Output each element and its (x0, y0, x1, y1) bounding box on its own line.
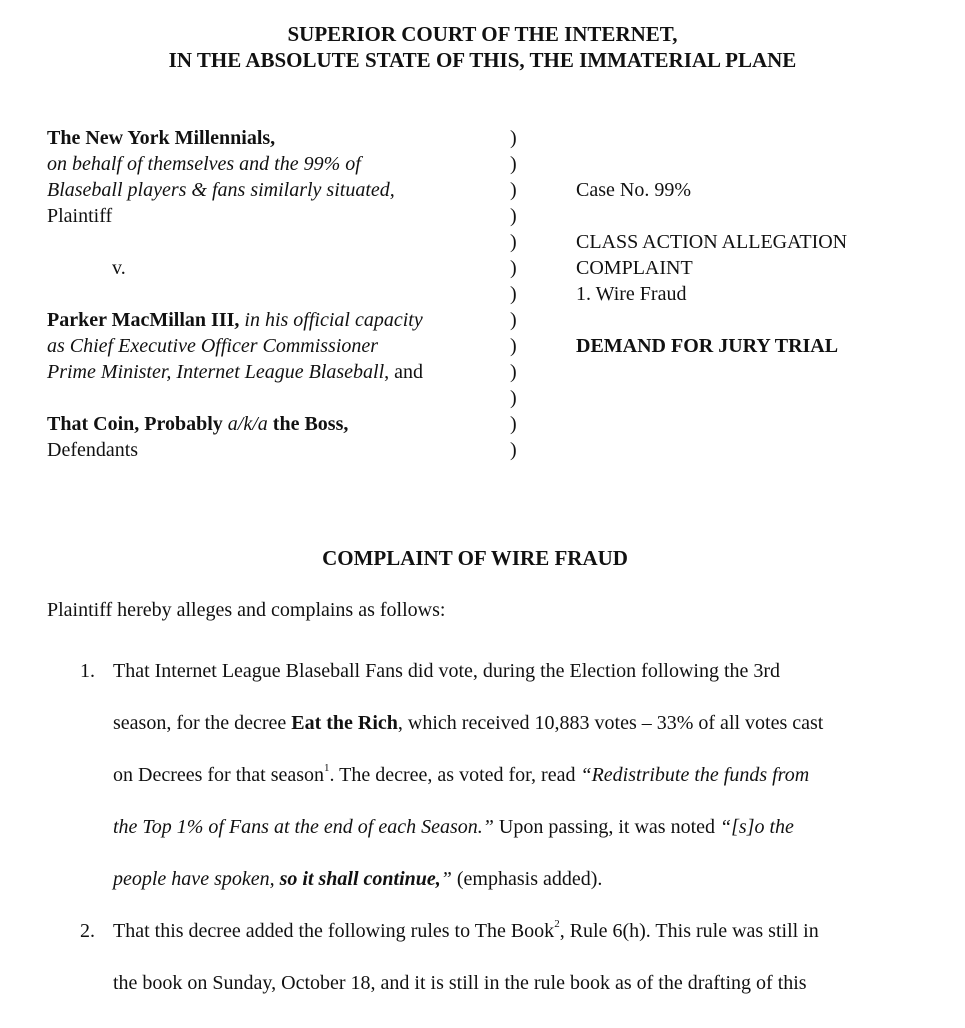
caption-case-info (576, 177, 936, 359)
plaintiff-name: The New York Millennials, (47, 127, 276, 149)
complaint-type-line2: COMPLAINT (576, 257, 693, 279)
defendant1-conjunction: , and (384, 361, 424, 383)
court-name-line1: SUPERIOR COURT OF THE INTERNET, (287, 22, 678, 46)
footnote-ref-1[interactable]: 1 (324, 762, 330, 775)
caption-paren: ) (510, 127, 517, 149)
allegation-1-line4: the Top 1% of Fans at the end of each Season.” Upon passing, it was noted “[s]o the (113, 816, 794, 838)
allegations-list (47, 645, 907, 1009)
jury-demand: DEMAND FOR JURY TRIAL (576, 335, 839, 357)
defendant2-name: That Coin, Probably (47, 413, 223, 435)
allegation-1-line5: people have spoken, so it shall continue,” (emphasis added). (113, 868, 603, 890)
plaintiff-behalf-line2: Blaseball players & fans similarly situated, (47, 179, 395, 201)
defendant1-block (47, 307, 497, 385)
defendant1-name: Parker MacMillan III, (47, 309, 240, 331)
caption-paren: ) (510, 309, 517, 331)
allegation-1 (47, 645, 907, 905)
versus: v. (112, 257, 126, 279)
case-number: Case No. 99% (576, 179, 691, 201)
defendant1-capacity-line1: in his official capacity (244, 309, 423, 331)
caption-paren: ) (510, 231, 517, 253)
decree-name: Eat the Rich (291, 712, 398, 734)
defendant1-capacity-line3: Prime Minister, Internet League Blaseball (47, 361, 385, 383)
allegation-number: 2. (80, 920, 95, 942)
defendant2-aka: a/k/a (227, 413, 268, 435)
intro-paragraph: Plaintiff hereby alleges and complains as follows: (47, 599, 446, 621)
allegation-1-line1: That Internet League Blaseball Fans did vote, during the Election following the 3rd (113, 660, 781, 682)
caption-paren: ) (510, 413, 517, 435)
allegation-2 (47, 905, 907, 1009)
emphasis-text: so it shall continue, (279, 868, 441, 890)
defendant1-capacity-line2: as Chief Executive Officer Commissioner (47, 335, 379, 357)
caption-paren: ) (510, 387, 517, 409)
caption-paren: ) (510, 361, 517, 383)
caption-paren: ) (510, 153, 517, 175)
caption-paren: ) (510, 179, 517, 201)
allegation-2-line2: the book on Sunday, October 18, and it is still in the rule book as of the drafting of this (113, 972, 807, 994)
defendant2-block (47, 411, 497, 463)
plaintiff-role: Plaintiff (47, 205, 113, 227)
complaint-title: COMPLAINT OF WIRE FRAUD (322, 546, 628, 570)
caption-paren: ) (510, 283, 517, 305)
defendant2-role: Defendants (47, 439, 139, 461)
count-wire-fraud: 1. Wire Fraud (576, 283, 687, 305)
plaintiff-block (47, 125, 497, 229)
footnote-ref-2[interactable]: 2 (554, 918, 560, 931)
caption-paren-column (510, 125, 517, 463)
allegation-1-line3: on Decrees for that season$^1$. The decree, as voted for, read “Redistribute the funds from (113, 762, 810, 786)
caption-paren: ) (510, 335, 517, 357)
defendant2-alias: the Boss, (272, 413, 349, 435)
caption-parties (47, 125, 497, 463)
caption-paren: ) (510, 257, 517, 279)
complaint-type-line1: CLASS ACTION ALLEGATION (576, 231, 848, 253)
plaintiff-behalf-line1: on behalf of themselves and the 99% of (47, 153, 361, 175)
caption-paren: ) (510, 439, 517, 461)
caption-paren: ) (510, 205, 517, 227)
allegation-2-line1: That this decree added the following rules to The Book$^2$, Rule 6(h). This rule was still in (113, 918, 819, 942)
allegation-number: 1. (80, 660, 95, 682)
allegation-1-line2: season, for the decree Eat the Rich, which received 10,883 votes – 33% of all votes cast (113, 712, 824, 734)
court-name-line2: IN THE ABSOLUTE STATE OF THIS, THE IMMATERIAL PLANE (168, 48, 797, 72)
